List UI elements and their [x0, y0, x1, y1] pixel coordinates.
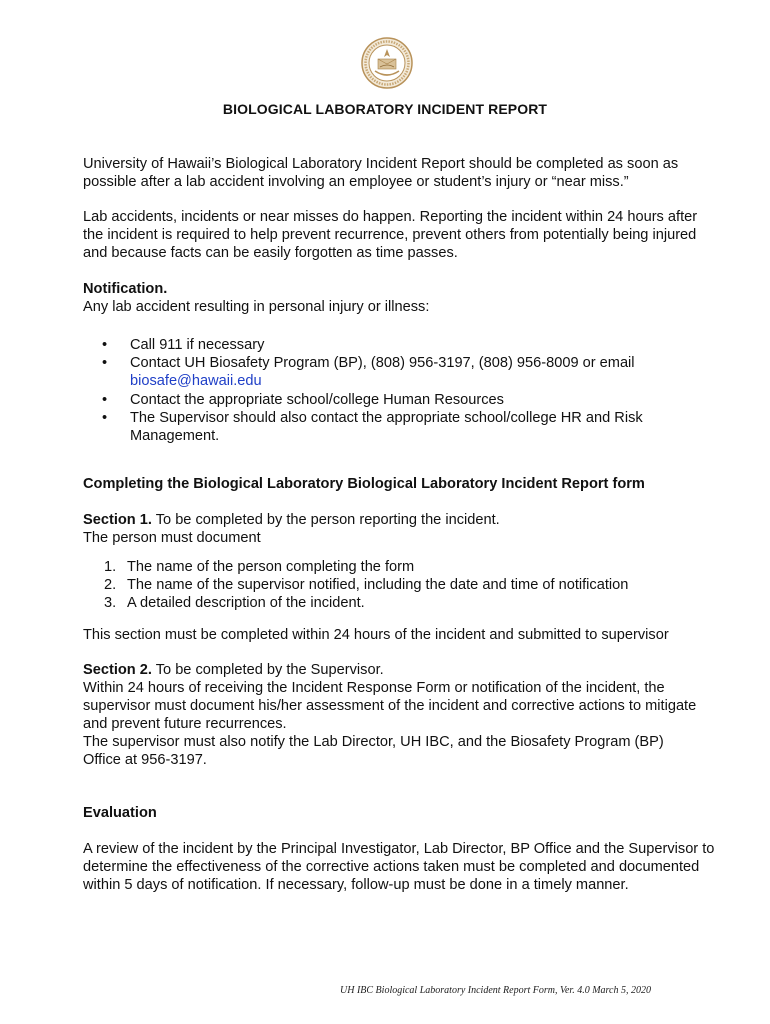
bullet-icon: • — [102, 355, 108, 372]
page-footer: UH IBC Biological Laboratory Incident Report Form, Ver. 4.0 March 5, 2020 — [340, 985, 651, 996]
evaluation-text: A review of the incident by the Principal Investigator, Lab Director, BP Office and the Supervisor to determine the effectiveness of the corrective actions taken must be completed and documented within 5 days of notification. If necessary, follow-up must be done in a timely manner. — [83, 841, 715, 894]
intro-paragraph-2: Lab accidents, incidents or near misses do happen. Reporting the incident within 24 hours after the incident is required to help prevent recurrence, prevent others from potentially being injured and because facts can be easily forgotten as time passes. — [83, 209, 698, 262]
university-seal-icon — [361, 37, 413, 89]
section1-line2: The person must document — [83, 530, 261, 546]
list-item: 1. The name of the person completing the form — [104, 559, 415, 575]
notification-heading: Notification. — [83, 281, 168, 297]
list-item: • Contact the appropriate school/college Human Resources — [102, 391, 504, 408]
notification-list — [83, 336, 703, 445]
section1-label: Section 1. — [83, 512, 152, 528]
completing-heading: Completing the Biological Laboratory Biological Laboratory Incident Report form — [83, 476, 645, 492]
section2-paragraph-2: The supervisor must also notify the Lab Director, UH IBC, and the Biosafety Program (BP) Office at 956-3197. — [83, 734, 664, 769]
intro-paragraph-1: University of Hawaii’s Biological Laboratory Incident Report should be completed as soon as possible after a lab accident involving an employee or student’s injury or “near miss.” — [83, 156, 679, 191]
biosafety-email-link[interactable]: biosafe@hawaii.edu — [130, 373, 262, 390]
bullet-icon: • — [102, 409, 108, 426]
bullet-icon: • — [102, 391, 108, 408]
bullet-icon: • — [102, 337, 108, 353]
list-item: • The Supervisor should also contact the appropriate school/college HR and Risk Management. — [102, 409, 643, 445]
section1-closing: This section must be completed within 24 hours of the incident and submitted to supervisor — [83, 627, 669, 643]
page-title: BIOLOGICAL LABORATORY INCIDENT REPORT — [222, 101, 548, 117]
section2-intro: Section 2. To be completed by the Supervisor. — [83, 662, 384, 678]
section2-label: Section 2. — [83, 662, 152, 678]
list-item: 3. A detailed description of the incident. — [104, 595, 365, 612]
section1-intro: Section 1. To be completed by the person reporting the incident. — [83, 512, 500, 528]
list-item: • Contact UH Biosafety Program (BP), (808) 956-3197, (808) 956-8009 or email biosafe@hawaii.edu — [102, 355, 635, 390]
list-item: 2. The name of the supervisor notified, including the date and time of notification — [104, 577, 629, 594]
list-item: • Call 911 if necessary — [102, 337, 265, 353]
evaluation-heading: Evaluation — [83, 805, 157, 821]
section2-paragraph-1: Within 24 hours of receiving the Incident Response Form or notification of the incident, the supervisor must document his/her assessment of the incident and corrective actions to mitigate and prevent future recurrences. — [83, 680, 697, 733]
notification-lead: Any lab accident resulting in personal injury or illness: — [83, 299, 430, 315]
section1-list — [83, 558, 703, 613]
